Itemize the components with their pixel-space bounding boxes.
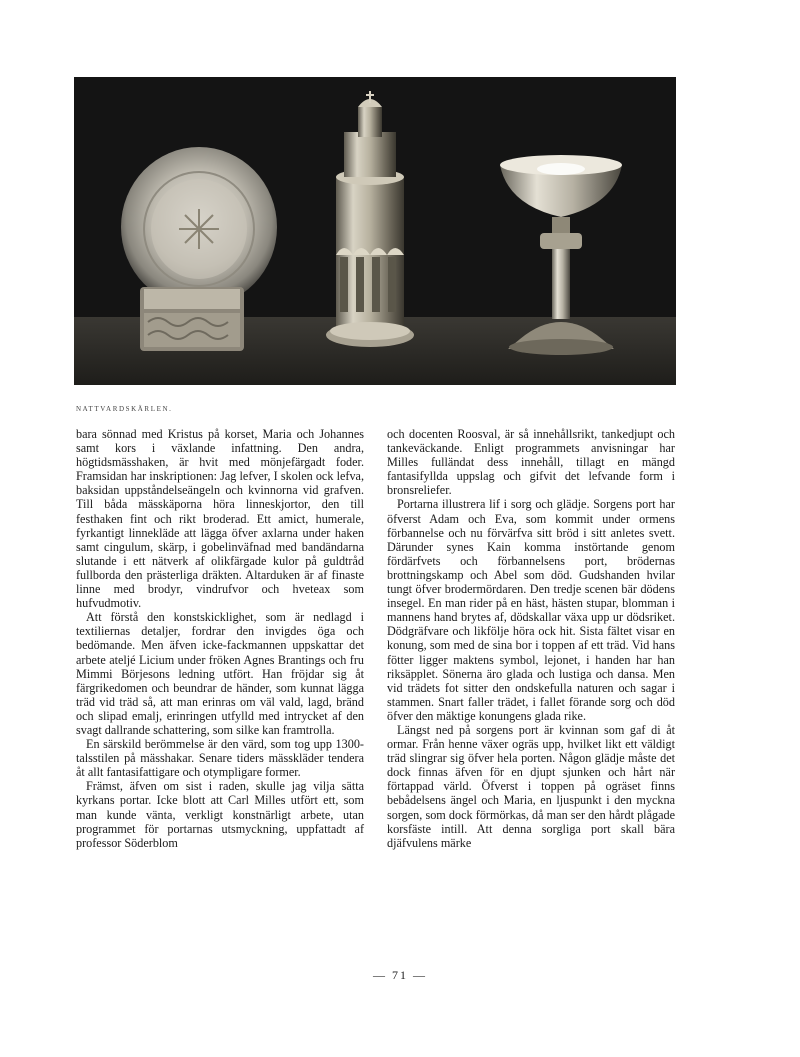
paragraph: En särskild berömmelse är den värd, som tog upp 1300-talsstilen på mässhakar. Senare tiders mässkläder tendera åt allt fantasifattigare och otympligare former. [76, 737, 364, 780]
paten-plate-shape [121, 147, 277, 307]
text-column-left [76, 427, 364, 850]
communion-vessels-photo [74, 77, 676, 385]
paragraph: och docenten Roosval, är så innehållsrikt, tankedjupt och tankeväckande. Enligt programmets anvisningar har Milles fulländat dess innehåll, tillagt en mängd fantasifyllda uppslag och gifvit det lefvande form i bronsreliefer. [387, 427, 675, 498]
paragraph: Främst, äfven om sist i raden, skulle jag vilja sätta kyrkans portar. Icke blott att Carl Milles utfört ett, som man kunde vänta, verkligt konstnärligt arbete, utan programmet för portarnas utsmyckning, uppfattadt af professor Söderblom [76, 779, 364, 850]
figure-caption: NATTVARDSKÄRLEN. [76, 405, 173, 413]
paragraph: Längst ned på sorgens port är kvinnan som gaf di åt ormar. Från henne växer ogräs upp, hvilket likt ett väldigt träd slingrar sig öfver hela porten. Någon glädje måste det dock finnas äfven för en djupt sjunken och hårt när förtappad värld. Öfverst i toppen på ogräset finns bebådelsens ängel och Maria, en ljuspunkt i den myckna sorgen, som dock förmörkas, då man ser den hårdt plågade korsfäste intill. Att denna sorgliga port skall bära djäfvulens märke [387, 722, 675, 850]
paragraph: Att förstå den konstskicklighet, som är nedlagd i textiliernas detaljer, fordrar den invigdes öga och bedömande. Men äfven icke-fackmannen uppskattar det arbete ateljé Licium under fröken Agnes Brantings och fru Mimmi Börjesons ledning utfört. Han fröjdar sig åt färgrikedomen och beundrar de händer, som kunnat lägga träd vid träd så, att man erinras om väl vald, lagd, bränd och slipad emalj, erinringen utfylld med intrycket af den svagt dallrande schattering, som silke kan framtrolla. [76, 610, 364, 737]
paten-box-shape [140, 287, 244, 351]
text-column-right [387, 427, 675, 850]
paragraph: bara sönnad med Kristus på korset, Maria och Johannes samt kors i växlande infattning. Den andra, högtidsmässhaken, är hvit med mönjefärgadt foder. Framsidan har inskriptionen: Jag lefver, I skolen ock lefva, baksidan uppståndelseängeln och kvinnorna vid grafven. Till båda mässkäporna höra linneskjortor, den till festhaken fint och rikt broderad. Ett amict, humerale, fyrkantigt linnekläde att lägga öfver axlarna under haken samt cingulum, skärp, i gobelinväfnad med bandändarna slutande i ett nätverk af olikfärgade kulor på guldtråd fullborda den prästerliga dräkten. Altarduken är af finaste linne med brodyr, vindrufvor och hveteax som hufvudmotiv. [76, 427, 364, 611]
paragraph: Portarna illustrera lif i sorg och glädje. Sorgens port har öfverst Adam och Eva, som kommit under ormens förbannelse och nu förvärfva sitt bröd i sitt anletes svett. Därunder synes Kain komma instörtande genom fördärfvets och förbannelsens port, brödernas brottningskamp och Abel som död. Gudshanden hvilar tungt öfver brodermördaren. Den tredje scenen bär dödens insegel. En man rider på en häst, hästen stupar, blomman i mannens hand brytes af, dödskallar växa upp ur dödsriket. Dödgräfvare och likfölje höra ock hit. Sista fältet visar en konung, som med de sina bor i toppen af ett träd. Vid hans fötter ligger maktens symbol, lejonet, i handen har han riksäpplet. Sönerna äro glada och lustiga och dansa. Men vid trädets fot sitter den ondskefulla naturen och sagar i stammen. Snart faller trädet, i fallet förande sorg och död öfver den mäktige konungens glada rike. [387, 497, 675, 723]
page-number: — 71 — [373, 968, 427, 982]
